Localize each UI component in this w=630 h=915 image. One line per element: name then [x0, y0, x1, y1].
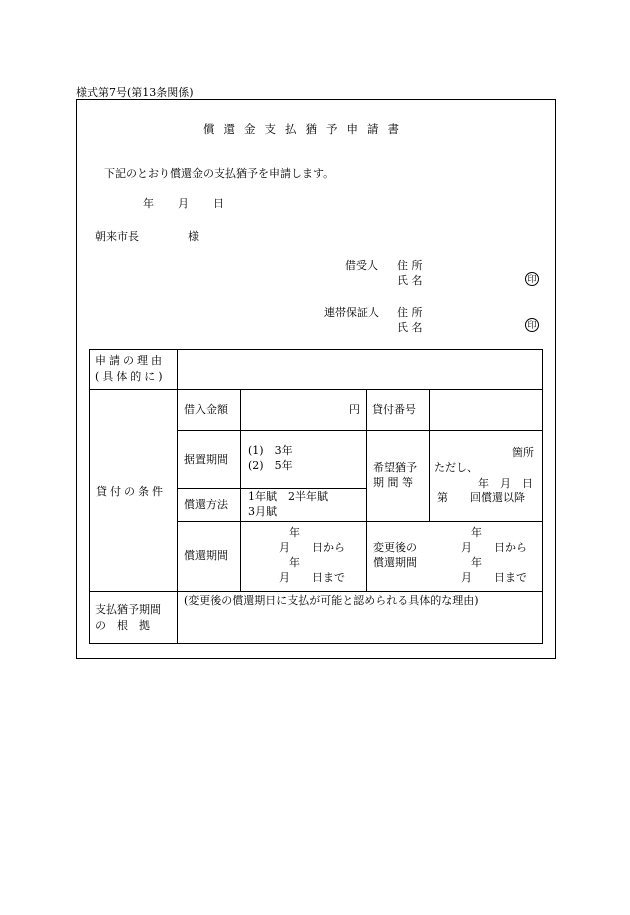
ymd-labels: 年 月 日 [478, 477, 533, 490]
loan-number-label: 貸付番号 [372, 403, 416, 416]
addressee-name: 朝来市長 [95, 230, 139, 243]
changed-start-year: 年 [471, 526, 482, 539]
form-title: 償還金支払猶予申請書 [203, 122, 408, 136]
desired-deferment-label-line2: 期 間 等 [373, 476, 413, 489]
repayment-end-year: 年 [289, 556, 300, 569]
changed-period-label-line1: 変更後の [373, 541, 417, 554]
repayment-period-label: 償還期間 [184, 549, 228, 562]
date-day-label: 日 [213, 197, 224, 210]
however-text: ただし、 [434, 461, 478, 474]
guarantor-seal-mark: 印 [525, 318, 539, 332]
basis-note: (変更後の償還期日に支払が可能と認められる具体的な理由) [184, 594, 479, 607]
deferment-option-1: (1) 3年 [248, 444, 293, 457]
borrowed-amount-label: 借入金額 [184, 403, 228, 416]
repayment-option-2: 3月賦 [248, 505, 277, 518]
borrower-seal-mark: 印 [525, 272, 539, 286]
repayment-start-month-day: 月 日から [279, 541, 345, 554]
intro-text: 下記のとおり償還金の支払猶予を申請します。 [104, 167, 335, 180]
desired-deferment-label-line1: 希望猶予 [373, 461, 417, 474]
changed-period-label-line2: 償還期間 [373, 556, 417, 569]
guarantor-name-label: 氏 名 [397, 321, 423, 334]
guarantor-label: 連帯保証人 [324, 306, 379, 319]
changed-end-month-day: 月 日まで [461, 571, 527, 584]
from-installment-text: 第 回償還以降 [437, 491, 525, 504]
date-year-label: 年 [143, 197, 154, 210]
borrower-name-label: 氏 名 [397, 274, 423, 287]
repayment-end-month-day: 月 日まで [279, 571, 345, 584]
guarantor-address-label: 住 所 [397, 306, 423, 319]
yen-unit: 円 [349, 403, 360, 416]
places-unit: 箇所 [512, 446, 534, 459]
deferment-option-2: (2) 5年 [248, 459, 293, 472]
changed-end-year: 年 [471, 556, 482, 569]
repayment-option-1: 1年賦 2半年賦 [248, 490, 328, 503]
borrower-label: 借受人 [345, 259, 378, 272]
loan-conditions-label: 貸付の条件 [96, 485, 166, 498]
repayment-start-year: 年 [289, 526, 300, 539]
deferment-period-label: 据置期間 [184, 453, 228, 466]
repayment-method-label: 償還方法 [184, 498, 228, 511]
reason-label-line1: 申請の理由 [95, 354, 165, 367]
addressee-honorific: 様 [188, 230, 199, 243]
form-number: 様式第7号(第13条関係) [76, 86, 194, 99]
basis-label-line1: 支払猶予期間 [95, 603, 161, 616]
reason-label-line2: (具体的に) [95, 370, 166, 383]
date-month-label: 月 [178, 197, 189, 210]
borrower-address-label: 住 所 [397, 259, 423, 272]
changed-start-month-day: 月 日から [461, 541, 527, 554]
basis-label-line2: の 根 拠 [95, 619, 150, 632]
